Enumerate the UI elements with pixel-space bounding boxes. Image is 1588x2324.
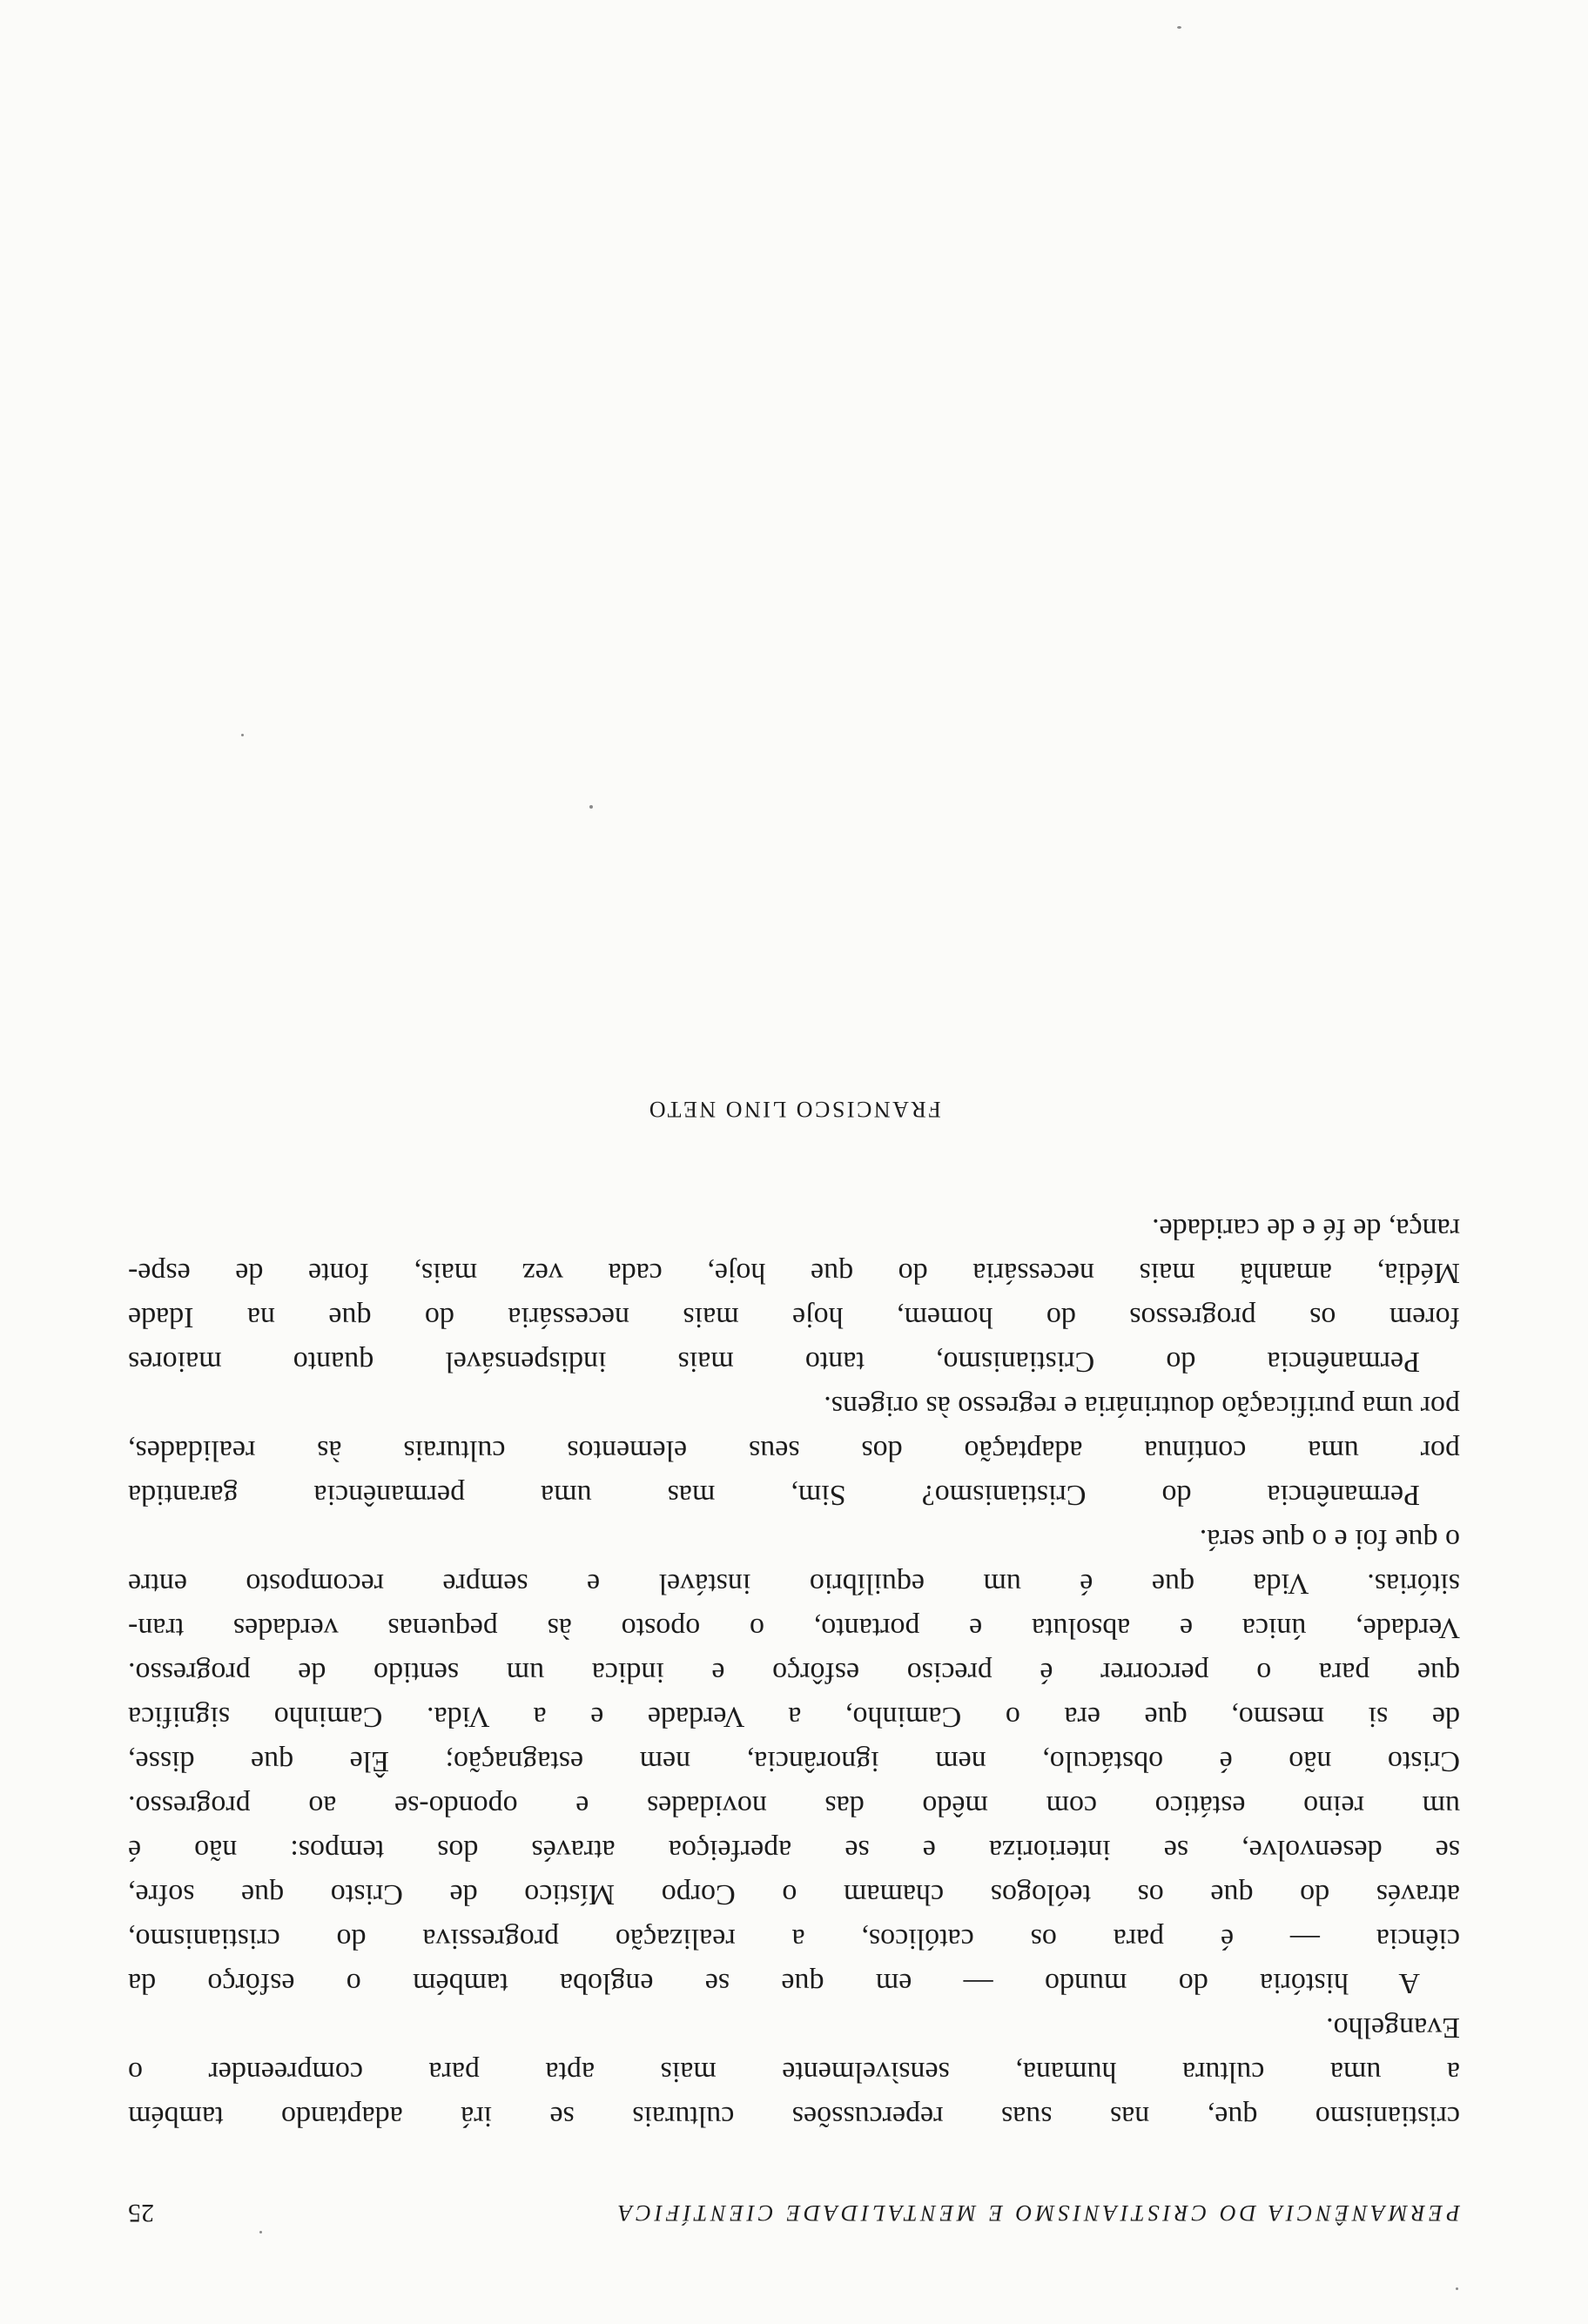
text-line: A história do mundo — em que se engloba também o esfôrço da <box>128 1967 1420 1999</box>
scan-speck <box>589 805 593 809</box>
text-line: forem os progressos do homem, hoje mais necessária do que na Idade <box>128 1301 1460 1333</box>
text-line: Verdade, única e absoluta e portanto, o oposto às pequenas verdades tran- <box>128 1612 1460 1644</box>
text-line: através do que os teólogos chamam o Corpo Místico de Cristo que sofre, <box>128 1878 1460 1911</box>
scan-speck <box>1456 2287 1458 2290</box>
text-line: a uma cultura humana, sensìvelmente mais apta para compreender o <box>128 2056 1460 2088</box>
page-number: 25 <box>128 2199 154 2227</box>
text-line: que para o percorrer é preciso esfôrço e indica um sentido de progresso. <box>128 1656 1460 1689</box>
text-line: rança, de fé e de caridade. <box>1152 1212 1460 1245</box>
text-line: se desenvolve, se interioriza e se aperfeiçoa através dos tempos: não é <box>128 1834 1460 1866</box>
text-line: Média, amanhã mais necessária do que hoje, cada vez mais, fonte de espe- <box>128 1257 1460 1289</box>
text-line: o que foi e o que será. <box>1199 1523 1460 1555</box>
scan-speck <box>259 2231 262 2233</box>
scan-speck <box>241 734 244 736</box>
text-line: Cristo não é obstáculo, nem ignorância, nem estagnação; Êle que disse, <box>128 1745 1460 1777</box>
page-header <box>128 2191 1460 2226</box>
text-line: ciência — é para os católicos, a realização progressiva do cristianismo, <box>128 1923 1460 1955</box>
text-line: Permanência do Cristianismo? Sim, mas uma permanência garantida <box>128 1479 1420 1511</box>
author-signature: FRANCISCO LINO NETO <box>647 1097 941 1122</box>
running-title: PERMANÊNCIA DO CRISTIANISMO E MENTALIDADE CIENTÍFICA <box>615 2200 1460 2226</box>
text-line: por uma purificação doutrinária e regresso às origens. <box>824 1390 1460 1422</box>
scan-speck <box>1177 26 1181 29</box>
text-line: um reino estático com mêdo das novidades e opondo-se ao progresso. <box>128 1790 1460 1822</box>
text-line: sitórias. Vida que é um equilíbrio instável e sempre recomposto entre <box>128 1568 1460 1600</box>
text-line: cristianismo que, nas suas repercussões culturais se irá adaptando também <box>128 2100 1460 2133</box>
text-line: de si mesmo, que era o Caminho, a Verdade e a Vida. Caminho significa <box>128 1701 1460 1733</box>
text-line: por uma contínua adaptação dos seus elementos culturais às realidades, <box>128 1434 1460 1467</box>
body-text <box>128 1097 1460 2139</box>
text-line: Permanência do Cristianismo, tanto mais indispensável quanto maiores <box>128 1346 1420 1378</box>
text-line: Evangelho. <box>1326 2012 1460 2044</box>
